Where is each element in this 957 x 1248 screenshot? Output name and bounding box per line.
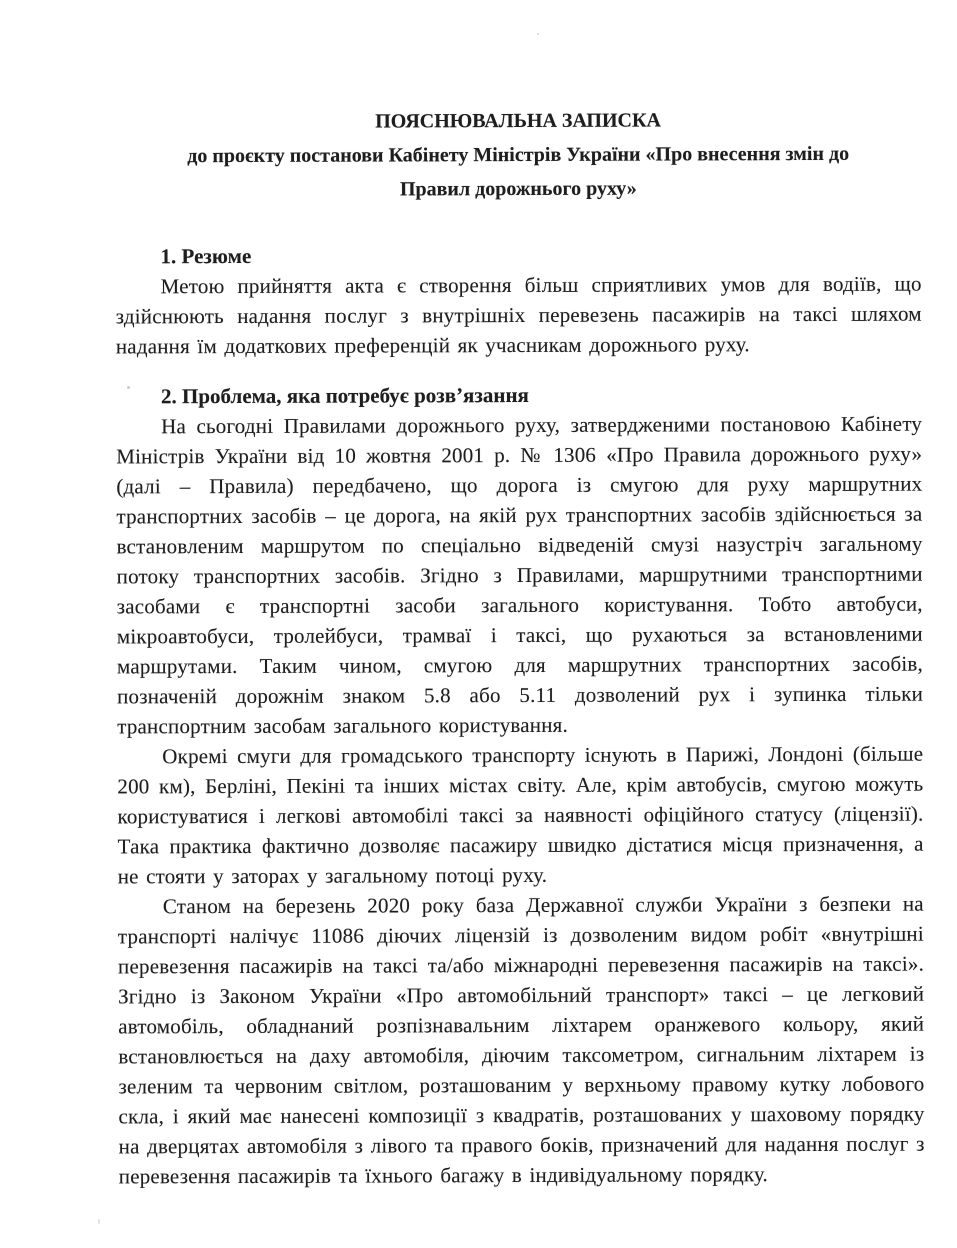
paragraph-problem-1: На сьогодні Правилами дорожнього руху, затвердженими постановою Кабінету Міністрів України від 10 жовтня 2001 р. № 1306 «Про Правила дорожнього руху» (далі – Правила) передбачено, що дорога із смугою для руху маршрутних транспортних засобів – це дорога, на якій рух транспортних засобів здійснюється за встановленим маршрутом по спеціально відведеній смузі назустріч загальному потоку транспортних засобів. Згідно з Правилами, маршрутними транспортними засобами є транспортні засоби загального користування. Тобто автобуси, мікроавтобуси, тролейбуси, трамваї і таксі, що рухаються за встановленими маршрутами. Таким чином, смугою для маршрутних транспортних засобів, позначеній дорожнім знаком 5.8 або 5.11 дозволений рух і зупинка тільки транспортним засобам загального користування. bbox=[116, 411, 924, 739]
paragraph-problem-2: Окремі смуги для громадського транспорту існують в Парижі, Лондоні (більше 200 км), Берліні, Пекіні та інших містах світу. Але, крім автобусів, смугою можуть користуватися і легкові автомобілі таксі за наявності офіційного статусу (ліцензії). Така практика фактично дозволяє пасажиру швидко дістатися місця призначення, а не стояти у заторах у загальному потоці руху. bbox=[117, 741, 924, 889]
title-line-3: Правил дорожнього руху» bbox=[399, 177, 637, 201]
document-title bbox=[115, 103, 921, 208]
section-problem bbox=[116, 379, 925, 1192]
paragraph-resume: Метою прийняття акта є створення більш сприятливих умов для водіїв, що здійснюють надання послуг з внутрішніх перевезень пасажирів на таксі шляхом надання їм додаткових преференцій як учасникам дорожнього руху. bbox=[115, 271, 922, 359]
section-2-heading: 2. Проблема, яка потребує розв’язання bbox=[160, 382, 529, 409]
scan-speck bbox=[98, 1219, 100, 1224]
section-resume bbox=[115, 239, 921, 362]
paragraph-problem-3: Станом на березень 2020 року база Державної служби України з безпеки на транспорті налічує 11086 діючих ліцензій із дозволеним видом робіт «внутрішні перевезення пасажирів на таксі та/або міжнародні перевезення пасажирів на таксі». Згідно із Законом України «Про автомобільний транспорт» таксі – це легковий автомобіль, обладнаний розпізнавальним ліхтарем оранжевого кольору, який встановлюється на даху автомобіля, діючим таксометром, сигнальним ліхтарем із зеленим та червоним світлом, розташованим у верхньому правому кутку лобового скла, і який має нанесені композиції з квадратів, розташованих у шаховому порядку на дверцятах автомобіля з лівого та правого боків, призначений для надання послуг з перевезення пасажирів та їхнього багажу в індивідуальному порядку. bbox=[117, 891, 925, 1189]
title-line-1: ПОЯСНЮВАЛЬНА ЗАПИСКА bbox=[375, 109, 661, 133]
title-line-2: до проєкту постанови Кабінету Міністрів України «Про внесення змін до bbox=[187, 142, 850, 168]
section-1-heading: 1. Резюме bbox=[160, 243, 252, 269]
scan-speck bbox=[537, 33, 539, 35]
document-content bbox=[115, 103, 925, 1192]
